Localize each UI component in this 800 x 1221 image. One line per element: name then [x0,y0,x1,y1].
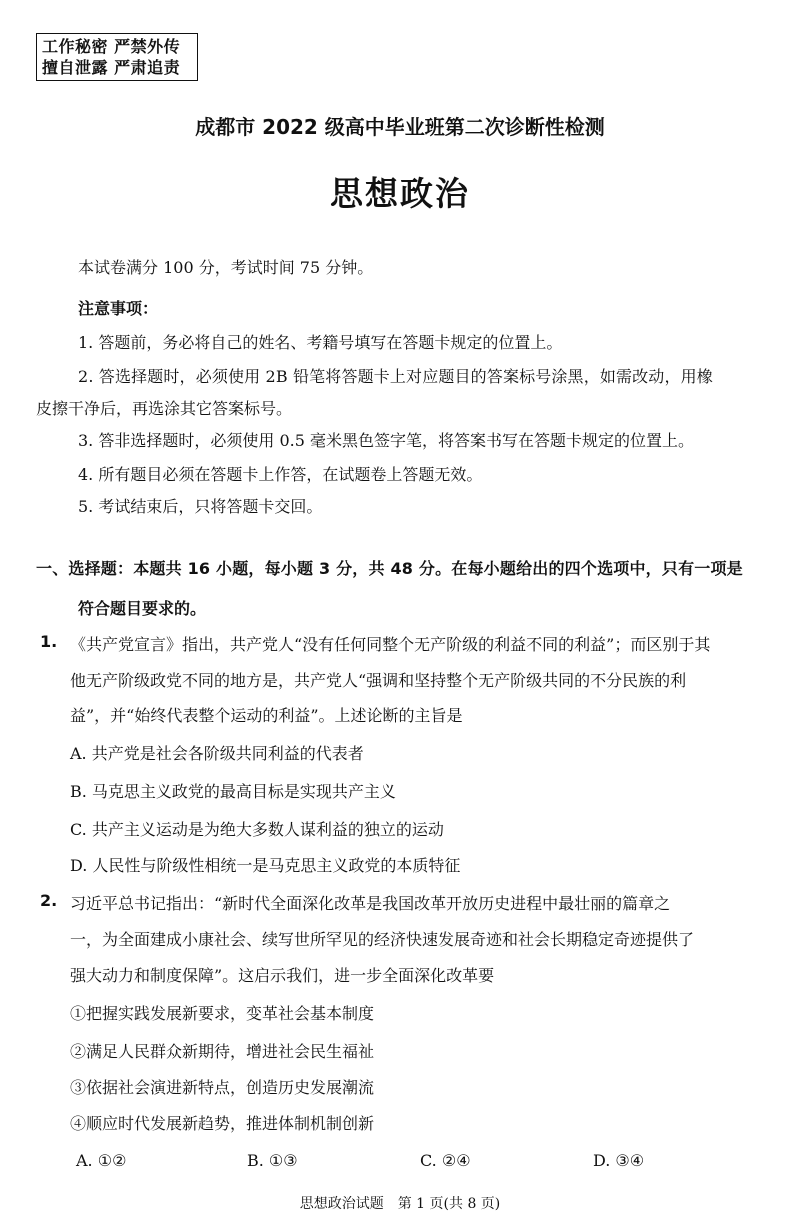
confidential-stamp [36,33,198,81]
option-b: B. 马克思主义政党的最高目标是实现共产主义 [70,782,396,801]
question-stem: 他无产阶级政党不同的地方是，共产党人“强调和坚持整个无产阶级共同的不分民族的利 [70,671,687,690]
question-stem: 习近平总书记指出：“新时代全面深化改革是我国改革开放历史进程中最壮丽的篇章之 [70,894,671,913]
confidential-line-2: 擅自泄露 严肃追责 [42,58,181,77]
notice-item-continued: 皮擦干净后，再选涂其它答案标号。 [36,399,293,418]
exam-intro: 本试卷满分 100 分，考试时间 75 分钟。 [78,258,374,277]
question-number: 1. [40,632,58,651]
question-number: 2. [40,891,58,910]
subject-title: 思想政治 [330,174,470,213]
question-stem: 益”，并“始终代表整个运动的利益”。上述论断的主旨是 [70,706,463,725]
statement: ②满足人民群众新期待，增进社会民生福祉 [70,1042,375,1061]
question-stem: 强大动力和制度保障”。这启示我们，进一步全面深化改革要 [70,966,495,985]
choice-d: D. ③④ [593,1151,645,1170]
question-stem: 《共产党宣言》指出，共产党人“没有任何同整个无产阶级的利益不同的利益”；而区别于其 [70,635,711,654]
page-footer: 思想政治试题 第 1 页(共 8 页) [299,1196,501,1212]
exam-title: 成都市 2022 级高中毕业班第二次诊断性检测 [195,115,605,139]
notice-item: 1. 答题前，务必将自己的姓名、考籍号填写在答题卡规定的位置上。 [78,333,563,352]
notice-heading: 注意事项： [78,299,159,318]
option-c: C. 共产主义运动是为绝大多数人谋利益的独立的运动 [70,820,444,839]
notice-item: 4. 所有题目必须在答题卡上作答，在试题卷上答题无效。 [78,465,483,484]
statement: ③依据社会演进新特点，创造历史发展潮流 [70,1078,375,1097]
notice-item: 2. 答选择题时，必须使用 2B 铅笔将答题卡上对应题目的答案标号涂黑，如需改动，用橡 [78,367,713,386]
choice-b: B. ①③ [247,1151,298,1170]
option-d: D. 人民性与阶级性相统一是马克思主义政党的本质特征 [70,856,461,875]
choice-a: A. ①② [76,1151,127,1170]
confidential-line-1: 工作秘密 严禁外传 [42,37,181,56]
option-a: A. 共产党是社会各阶级共同利益的代表者 [70,744,364,763]
question-stem: 一，为全面建成小康社会、续写世所罕见的经济快速发展奇迹和社会长期稳定奇迹提供了 [70,930,695,949]
notice-item: 3. 答非选择题时，必须使用 0.5 毫米黑色签字笔，将答案书写在答题卡规定的位置上。 [78,431,694,450]
section-heading-continued: 符合题目要求的。 [78,599,207,618]
notice-item: 5. 考试结束后，只将答题卡交回。 [78,497,323,516]
statement: ①把握实践发展新要求，变革社会基本制度 [70,1004,375,1023]
choice-c: C. ②④ [420,1151,471,1170]
statement: ④顺应时代发展新趋势，推进体制机制创新 [70,1114,375,1133]
section-heading: 一、选择题：本题共 16 小题，每小题 3 分，共 48 分。在每小题给出的四个选项中，只有一项是 [36,559,743,578]
